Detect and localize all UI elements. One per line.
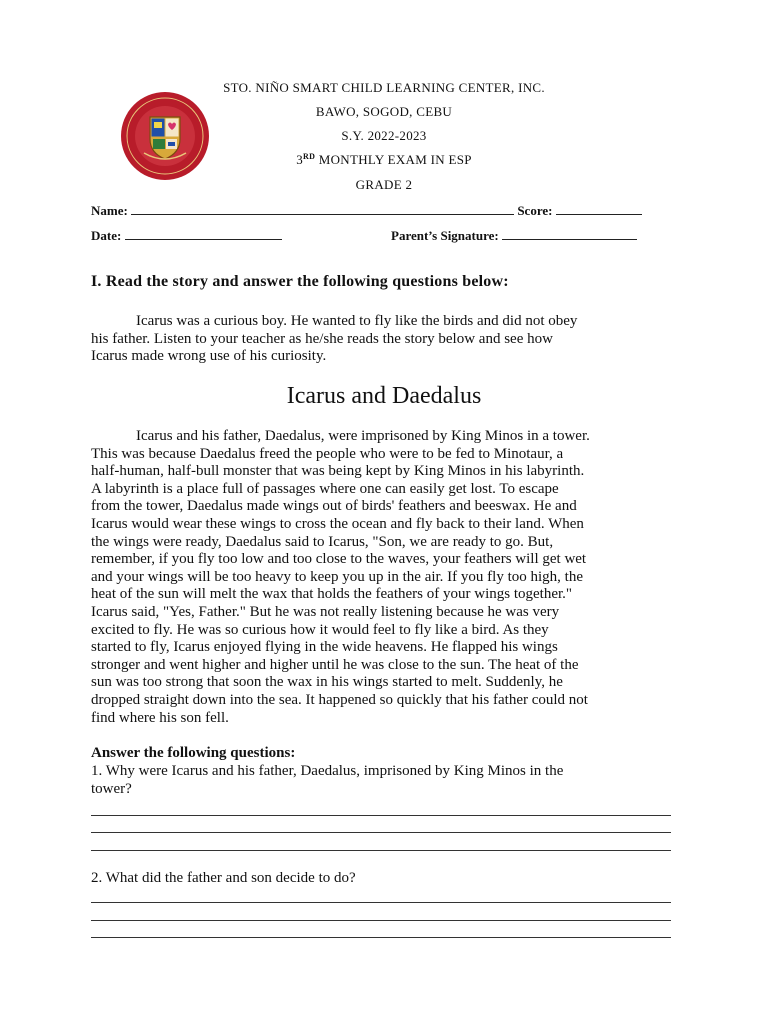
- section-title: I. Read the story and answer the following questions below:: [91, 273, 509, 290]
- score-blank[interactable]: [556, 202, 642, 215]
- answer-line-q1[interactable]: [91, 832, 671, 833]
- story-line: remember, if you fly too low and too close to the waves, your feathers will get wet: [91, 551, 587, 568]
- answer-line-q2[interactable]: [91, 937, 671, 938]
- story-line: find where his son fell.: [91, 709, 229, 726]
- date-label: Date:: [91, 228, 122, 243]
- question-1-line: 1. Why were Icarus and his father, Daedalus, imprisoned by King Minos in the: [91, 763, 564, 779]
- story-line: heat of the sun will melt the wax that holds the feathers of your wings together.": [91, 586, 573, 603]
- parent-signature-blank[interactable]: [502, 227, 637, 240]
- story-line: excited to fly. He was so curious how it would feel to fly like a bird. As they: [91, 621, 549, 638]
- grade-level: GRADE 2: [355, 177, 413, 192]
- parent-signature-row: [391, 227, 637, 244]
- story-line: Icarus said, "Yes, Father." But he was not really listening because he was very: [91, 603, 560, 620]
- story-line: started to fly, Icarus enjoyed flying in the wide heavens. He flapped his wings: [91, 639, 558, 656]
- story-paragraph: [91, 428, 681, 727]
- answer-line-q2[interactable]: [91, 902, 671, 903]
- score-label: Score:: [517, 203, 553, 218]
- story-line: This was because Daedalus freed the people who were to be fed to Minotaur, a: [91, 445, 564, 462]
- answer-line-q1[interactable]: [91, 850, 671, 851]
- question-2: 2. What did the father and son decide to do?: [91, 870, 356, 886]
- story-line: stronger and went higher and higher until he was close to the sun. The heat of the: [91, 656, 579, 673]
- story-line: A labyrinth is a place full of passages where one can easily get lost. To escape: [91, 480, 559, 497]
- exam-number-suffix: RD: [303, 152, 316, 161]
- story-line: the wings were ready, Daedalus said to Icarus, "Son, we are ready to go. But,: [91, 533, 554, 550]
- intro-line: Icarus made wrong use of his curiosity.: [91, 348, 327, 365]
- story-line: sun was too strong that soon the wax in his wings started to melt. Suddenly, he: [91, 674, 563, 691]
- answer-line-q2[interactable]: [91, 920, 671, 921]
- name-label: Name:: [91, 203, 128, 218]
- story-line: Icarus and his father, Daedalus, were imprisoned by King Minos in a tower.: [136, 428, 590, 444]
- question-1-line: tower?: [91, 780, 132, 797]
- question-1: [91, 763, 681, 798]
- story-title: Icarus and Daedalus: [286, 383, 482, 409]
- school-name: STO. NIÑO SMART CHILD LEARNING CENTER, INC.: [223, 80, 545, 95]
- intro-paragraph: [91, 313, 681, 366]
- story-line: and your wings will be too heavy to keep you up in the air. If you fly too high, the: [91, 568, 583, 585]
- exam-title: [0, 152, 768, 168]
- name-score-row: [91, 202, 642, 219]
- exam-title-text: MONTHLY EXAM IN ESP: [315, 152, 472, 167]
- school-address: BAWO, SOGOD, CEBU: [315, 104, 453, 119]
- name-blank[interactable]: [131, 202, 514, 215]
- questions-heading: Answer the following questions:: [91, 745, 296, 761]
- story-line: from the tower, Daedalus made wings out of birds' feathers and beeswax. He and: [91, 498, 577, 515]
- story-line: Icarus would wear these wings to cross the ocean and fly back to their land. When: [91, 515, 584, 532]
- answer-line-q1[interactable]: [91, 815, 671, 816]
- date-row: [91, 227, 282, 244]
- parent-signature-label: Parent’s Signature:: [391, 228, 499, 243]
- intro-line: Icarus was a curious boy. He wanted to fly like the birds and did not obey: [136, 313, 578, 329]
- exam-number: 3: [296, 152, 304, 167]
- story-line: half-human, half-bull monster that was being kept by King Minos in his labyrinth.: [91, 463, 585, 480]
- school-year: S.Y. 2022-2023: [341, 128, 427, 143]
- intro-line: his father. Listen to your teacher as he/she reads the story below and see how: [91, 330, 553, 347]
- date-blank[interactable]: [125, 227, 282, 240]
- story-line: dropped straight down into the sea. It happened so quickly that his father could not: [91, 691, 588, 708]
